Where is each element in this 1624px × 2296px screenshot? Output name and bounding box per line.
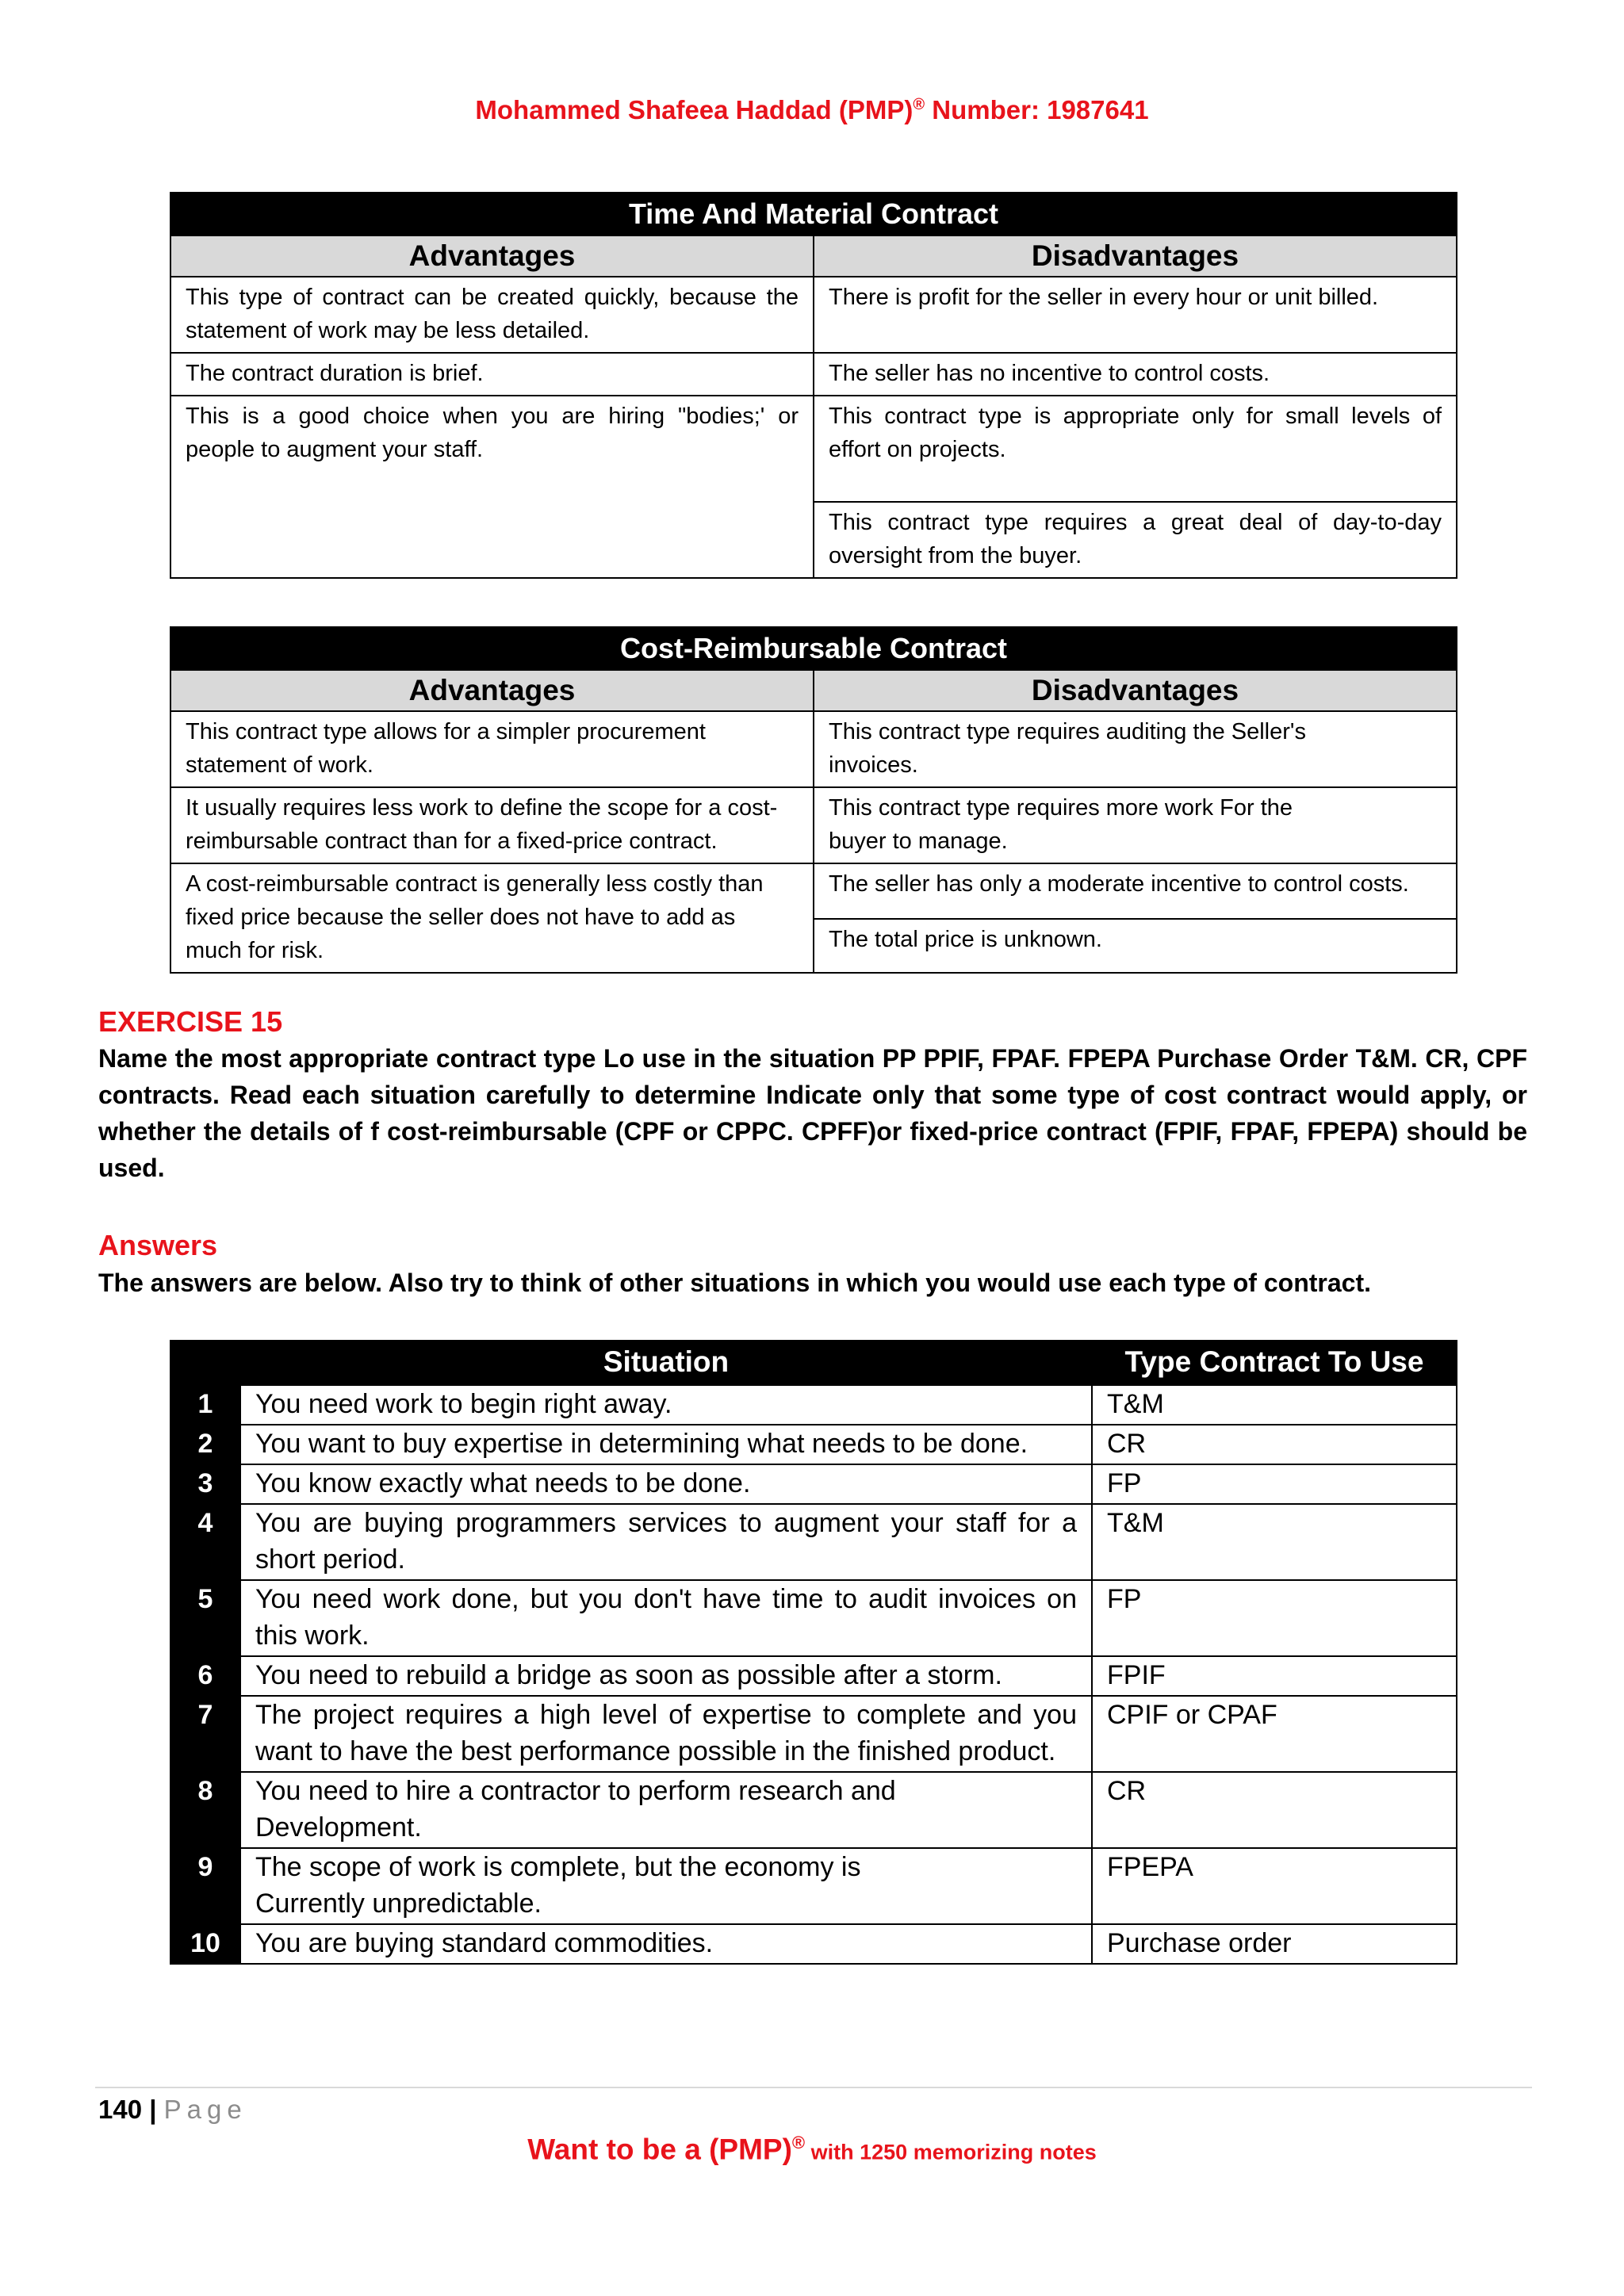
type-cell: CR [1092, 1772, 1457, 1848]
table-row [170, 1656, 1457, 1696]
tm-dis-cell: This contract type requires a great deal of day-to-day oversight from the buyer. [814, 502, 1457, 578]
page-separator: | [142, 2095, 164, 2124]
row-number: 6 [170, 1656, 240, 1696]
page-label: Page [163, 2095, 247, 2124]
cr-dis-cell: This contract type requires auditing the Seller's invoices. [814, 711, 1457, 787]
situation-cell: You need work to begin right away. [240, 1385, 1092, 1425]
footer-divider [95, 2087, 1532, 2088]
table-row [170, 1425, 1457, 1464]
cr-table-title: Cost-Reimbursable Contract [170, 627, 1457, 670]
table-row [170, 711, 1457, 787]
type-cell: FP [1092, 1464, 1457, 1504]
header-registered-mark: ® [913, 96, 925, 113]
answers-body: The answers are below. Also try to think of other situations in which you would use each type of contract. [98, 1269, 1371, 1297]
situation-line: Development. [255, 1812, 422, 1843]
tm-adv-cell: The contract duration is brief. [170, 353, 814, 396]
table-row [170, 1504, 1457, 1580]
type-cell: FPIF [1092, 1656, 1457, 1696]
row-number: 3 [170, 1464, 240, 1504]
type-cell: CPIF or CPAF [1092, 1696, 1457, 1772]
table-row [170, 277, 1457, 353]
type-cell: FPEPA [1092, 1848, 1457, 1924]
cr-disadvantages-header: Disadvantages [814, 670, 1457, 711]
tagline-small-text: with 1250 memorizing notes [805, 2140, 1097, 2164]
cr-dis-cell: This contract type requires more work For the buyer to manage. [814, 787, 1457, 863]
tm-dis-cell: This contract type is appropriate only for small levels of effort on projects. [814, 396, 1457, 502]
row-number: 7 [170, 1696, 240, 1772]
tm-adv-cell: This type of contract can be created quickly, because the statement of work may be less detailed. [170, 277, 814, 353]
tm-advantages-header: Advantages [170, 235, 814, 277]
row-number: 2 [170, 1425, 240, 1464]
row-number: 9 [170, 1848, 240, 1924]
table-row [170, 1464, 1457, 1504]
tagline-text: Want to be a (PMP) [527, 2133, 792, 2166]
situation-header: Situation [240, 1341, 1092, 1385]
situation-line: You need to hire a contractor to perform research and [255, 1776, 896, 1806]
tm-table-title: Time And Material Contract [170, 193, 1457, 235]
answers-title: Answers [98, 1229, 218, 1261]
cr-adv-cell: It usually requires less work to define the scope for a cost-reimbursable contract than for a fixed-price contract. [170, 787, 814, 863]
row-number: 5 [170, 1580, 240, 1656]
tm-dis-cell: There is profit for the seller in every hour or unit billed. [814, 277, 1457, 353]
type-cell: Purchase order [1092, 1924, 1457, 1964]
situation-cell [240, 1772, 1092, 1848]
table-row [170, 396, 1457, 502]
table-row [170, 1848, 1457, 1924]
type-cell: T&M [1092, 1385, 1457, 1425]
page-number-value: 140 [98, 2095, 143, 2124]
cr-dis-cell: The total price is unknown. [814, 919, 1457, 973]
exercise-body: Name the most appropriate contract type Lo use in the situation PP PPIF, FPAF. FPEPA Purchase Order T&M. CR, CPF contracts. Read each situation carefully to determine Indicate only that some type of cost contract would apply, or whether the details of f cost-reimbursable (CPF or CPPC. CPFF)or fixed-price contract (FPIF, FPAF, FPEPA) should be used. [98, 1044, 1527, 1182]
table-row [170, 353, 1457, 396]
tm-dis-cell: The seller has no incentive to control costs. [814, 353, 1457, 396]
table-row [170, 1772, 1457, 1848]
situation-table [170, 1340, 1457, 1965]
table-row [170, 787, 1457, 863]
situation-line: Currently unpredictable. [255, 1888, 542, 1919]
type-cell: CR [1092, 1425, 1457, 1464]
page-number [98, 2095, 247, 2125]
type-header: Type Contract To Use [1092, 1341, 1457, 1385]
number-header [170, 1341, 240, 1385]
page-header [0, 95, 1624, 125]
table-row [170, 863, 1457, 919]
tm-adv-cell: This is a good choice when you are hiring "bodies;' or people to augment your staff. [170, 396, 814, 578]
situation-cell: You are buying programmers services to augment your staff for a short period. [240, 1504, 1092, 1580]
time-material-table [170, 192, 1457, 579]
situation-cell: You need to rebuild a bridge as soon as possible after a storm. [240, 1656, 1092, 1696]
footer-tagline [0, 2133, 1624, 2166]
situation-line: The scope of work is complete, but the economy is [255, 1852, 861, 1882]
cr-adv-cell: A cost-reimbursable contract is generally less costly than fixed price because the seller does not have to add as much for risk. [170, 863, 814, 973]
row-number: 4 [170, 1504, 240, 1580]
situation-cell: You know exactly what needs to be done. [240, 1464, 1092, 1504]
row-number: 10 [170, 1924, 240, 1964]
table-row [170, 1924, 1457, 1964]
table-row [170, 1385, 1457, 1425]
cr-advantages-header: Advantages [170, 670, 814, 711]
cr-adv-cell: This contract type allows for a simpler procurement statement of work. [170, 711, 814, 787]
row-number: 1 [170, 1385, 240, 1425]
tagline-registered-mark: ® [791, 2133, 806, 2152]
situation-cell [240, 1848, 1092, 1924]
situation-cell: You need work done, but you don't have time to audit invoices on this work. [240, 1580, 1092, 1656]
tm-disadvantages-header: Disadvantages [814, 235, 1457, 277]
type-cell: FP [1092, 1580, 1457, 1656]
type-cell: T&M [1092, 1504, 1457, 1580]
table-row [170, 1580, 1457, 1656]
cr-dis-cell: The seller has only a moderate incentive to control costs. [814, 863, 1457, 919]
table-row [170, 1696, 1457, 1772]
exercise-title: EXERCISE 15 [98, 1005, 283, 1038]
header-number: Number: 1987641 [925, 95, 1149, 124]
situation-cell: You are buying standard commodities. [240, 1924, 1092, 1964]
row-number: 8 [170, 1772, 240, 1848]
situation-cell: The project requires a high level of expertise to complete and you want to have the best performance possible in the finished product. [240, 1696, 1092, 1772]
cost-reimbursable-table [170, 626, 1457, 974]
header-name: Mohammed Shafeea Haddad (PMP) [475, 95, 914, 124]
situation-cell: You want to buy expertise in determining what needs to be done. [240, 1425, 1092, 1464]
